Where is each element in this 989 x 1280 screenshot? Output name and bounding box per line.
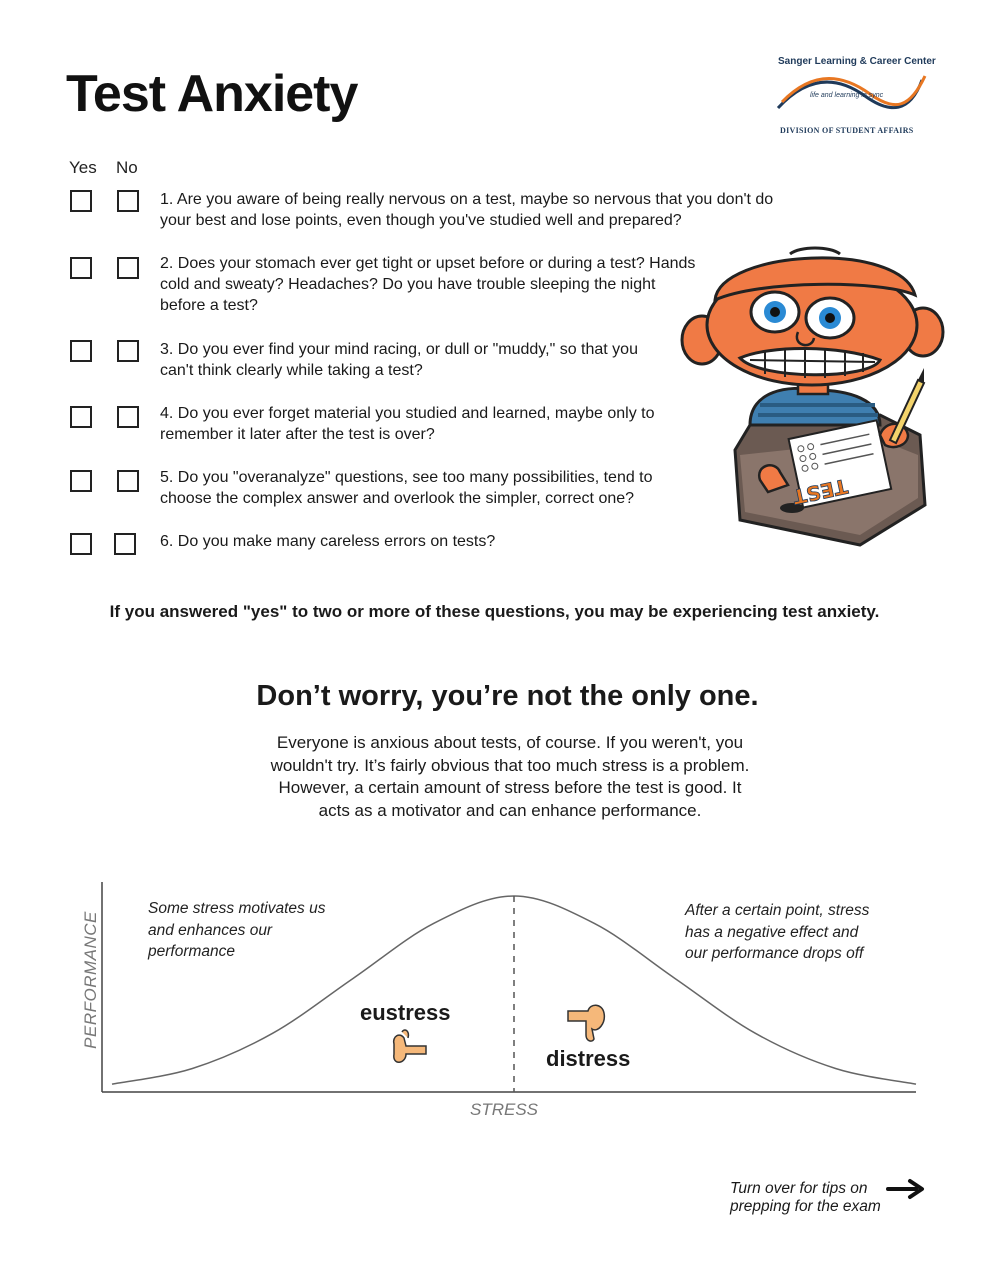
- no-checkbox-6[interactable]: [114, 533, 136, 555]
- conclusion-text: If you answered "yes" to two or more of these questions, you may be experiencing test anxiety.: [109, 602, 880, 621]
- question-text-4: 4. Do you ever forget material you studied and learned, maybe only to remember it later after the test is over?: [160, 405, 655, 443]
- svg-text:After a certain point, stress: After a certain point, stress: [685, 902, 870, 919]
- x-axis-label: STRESS: [469, 1100, 539, 1119]
- yes-checkbox-2[interactable]: [70, 257, 92, 279]
- logo-name: Sanger Learning & Career Center: [778, 56, 936, 67]
- yes-checkbox-1[interactable]: [70, 190, 92, 212]
- annotation-right: [684, 902, 870, 962]
- yes-checkbox-4[interactable]: [70, 406, 92, 428]
- question-text-5: 5. Do you "overanalyze" questions, see too many possibilities, tend to choose the complex answer and overlook the simpler, correct one?: [160, 469, 653, 507]
- sanger-logo: [770, 56, 936, 140]
- yes-column-label: Yes: [69, 158, 97, 177]
- page-title: Test Anxiety: [66, 65, 358, 123]
- no-checkbox-3[interactable]: [117, 340, 139, 362]
- stress-performance-chart: [60, 870, 940, 1130]
- paper-label: TEST: [790, 474, 850, 510]
- question-text-1: 1. Are you aware of being really nervous on a test, maybe so nervous that you don't do your best and lose points, even though you've studied well and prepared?: [160, 191, 774, 229]
- question-text-6: 6. Do you make many careless errors on tests?: [160, 533, 496, 550]
- svg-text:has a negative effect and: has a negative effect and: [685, 924, 859, 941]
- reassurance-paragraph: Everyone is anxious about tests, of course. If you weren't, you wouldn't try. It’s fairly obvious that too much stress is a problem. However, a certain amount of stress before the test is good. It acts as a motivator and can enhance performance.: [270, 733, 750, 820]
- anxious-student-illustration: [680, 240, 950, 550]
- arrow-right-icon: [886, 1178, 926, 1200]
- section-heading: Don’t worry, you’re not the only one.: [256, 680, 759, 712]
- no-checkbox-2[interactable]: [117, 257, 139, 279]
- annotation-left: [147, 900, 326, 960]
- svg-text:our performance drops off: our performance drops off: [685, 945, 864, 962]
- svg-text:Some stress motivates us: Some stress motivates us: [148, 900, 326, 917]
- yes-checkbox-5[interactable]: [70, 470, 92, 492]
- no-column-label: No: [116, 158, 138, 177]
- no-checkbox-4[interactable]: [117, 406, 139, 428]
- distress-label: distress: [546, 1046, 631, 1071]
- eustress-label: eustress: [360, 1000, 451, 1025]
- question-text-2: 2. Does your stomach ever get tight or upset before or during a test? Hands cold and sweaty? Headaches? Do you have trouble sleeping the night before a test?: [160, 255, 696, 314]
- svg-text:performance: performance: [148, 943, 236, 960]
- no-checkbox-1[interactable]: [117, 190, 139, 212]
- yes-checkbox-3[interactable]: [70, 340, 92, 362]
- y-axis-label: PERFORMANCE: [81, 911, 100, 1049]
- turn-over-note: Turn over for tips on prepping for the exam: [730, 1180, 881, 1215]
- svg-text:and enhances our: and enhances our: [148, 922, 273, 939]
- thumbs-down-icon: [568, 1005, 604, 1041]
- no-checkbox-5[interactable]: [117, 470, 139, 492]
- question-text-3: 3. Do you ever find your mind racing, or dull or "muddy," so that you can't think clearly while taking a test?: [160, 341, 638, 379]
- yes-checkbox-6[interactable]: [70, 533, 92, 555]
- thumbs-up-icon: [394, 1030, 426, 1062]
- logo-division: DIVISION OF STUDENT AFFAIRS: [780, 126, 914, 135]
- logo-tagline: life and learning in sync: [810, 92, 884, 99]
